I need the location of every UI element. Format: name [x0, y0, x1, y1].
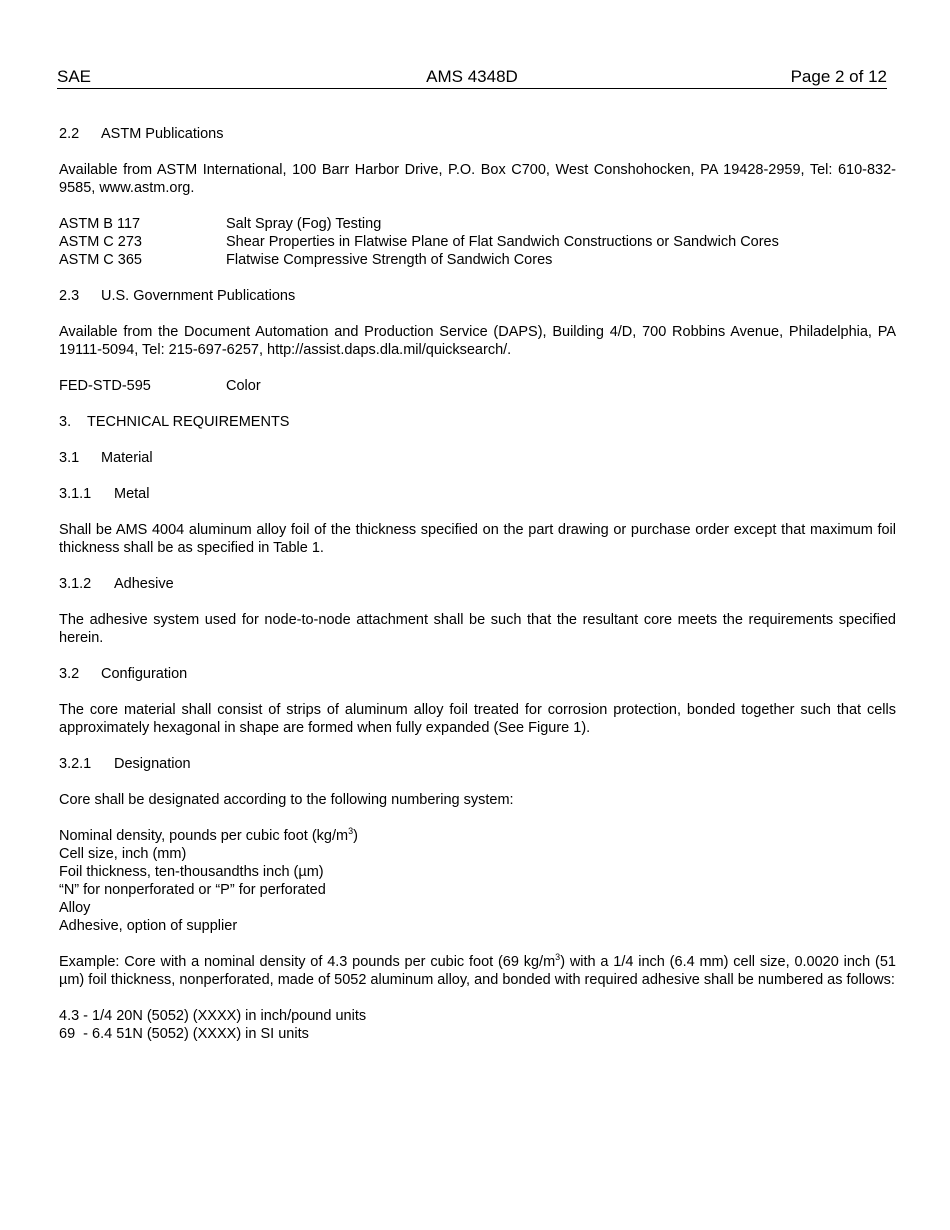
section-number: 3.2	[59, 666, 80, 682]
astm-reference-list	[59, 215, 896, 269]
section-title: ASTM Publications	[101, 126, 224, 142]
reference-row	[59, 251, 896, 269]
reference-code: ASTM B 117	[59, 216, 141, 232]
header-page-number: Page 2 of 12	[790, 67, 887, 86]
example-text: ) with a 1/4 inch (6.4 mm) cell size, 0.0020 inch (51 µm) foil thickness, nonperforated, made of 5052 aluminum alloy, and bonded with required adhesive shall be numbered as follows:	[59, 954, 896, 988]
header-doc-number: AMS 4348D	[426, 67, 518, 86]
section-heading-3-1	[59, 449, 896, 467]
list-item-text: )	[353, 828, 358, 844]
section-heading-2-3	[59, 287, 896, 305]
list-item	[59, 827, 896, 845]
reference-code: ASTM C 273	[59, 234, 142, 250]
list-item: Cell size, inch (mm)	[59, 846, 187, 862]
list-item: Adhesive, option of supplier	[59, 918, 238, 934]
designation-intro: Core shall be designated according to the following numbering system:	[59, 792, 514, 808]
daps-availability-paragraph: Available from the Document Automation and Production Service (DAPS), Building 4/D, 700 Robbins Avenue, Philadelphia, PA 19111-5094, Tel: 215-697-6257, http://assist.daps.dla.mil/quicksearch/.	[59, 324, 896, 358]
designation-code-examples	[59, 1007, 896, 1043]
section-heading-3-1-2	[59, 575, 896, 593]
section-number: 2.2	[59, 126, 80, 142]
metal-paragraph: Shall be AMS 4004 aluminum alloy foil of the thickness specified on the part drawing or purchase order except that maximum foil thickness shall be as specified in Table 1.	[59, 522, 896, 556]
example-text: Example: Core with a nominal density of 4.3 pounds per cubic foot (69 kg/m	[59, 954, 556, 970]
designation-field-list	[59, 827, 896, 935]
superscript: 3	[348, 826, 354, 836]
section-number: 3.1	[59, 450, 80, 466]
code-example: 4.3 - 1/4 20N (5052) (XXXX) in inch/pound units	[59, 1008, 367, 1024]
reference-row	[59, 215, 896, 233]
code-example: 69 - 6.4 51N (5052) (XXXX) in SI units	[59, 1026, 309, 1042]
reference-code: FED-STD-595	[59, 378, 151, 394]
section-number: 3.	[59, 414, 72, 430]
header-org: SAE	[57, 67, 92, 86]
section-number: 3.2.1	[59, 756, 92, 772]
section-title: Metal	[114, 486, 150, 502]
section-title: Material	[101, 450, 153, 466]
adhesive-paragraph: The adhesive system used for node-to-node attachment shall be such that the resultant core meets the requirements specified herein.	[59, 612, 896, 646]
section-title: Adhesive	[114, 576, 174, 592]
list-item-text: Nominal density, pounds per cubic foot (kg/m	[59, 828, 349, 844]
document-body	[59, 125, 896, 1043]
section-number: 2.3	[59, 288, 80, 304]
gov-reference-list	[59, 377, 896, 395]
list-item: “N” for nonperforated or “P” for perforated	[59, 882, 326, 898]
section-number: 3.1.2	[59, 576, 92, 592]
section-heading-3-2	[59, 665, 896, 683]
example-paragraph	[59, 953, 896, 989]
reference-title: Color	[226, 378, 261, 394]
section-title: Designation	[114, 756, 191, 772]
section-heading-3	[59, 413, 896, 431]
page-header	[57, 66, 887, 89]
section-title: U.S. Government Publications	[101, 288, 296, 304]
reference-title: Flatwise Compressive Strength of Sandwich Cores	[226, 252, 553, 268]
reference-row	[59, 377, 896, 395]
section-heading-3-1-1	[59, 485, 896, 503]
section-number: 3.1.1	[59, 486, 92, 502]
astm-availability-paragraph: Available from ASTM International, 100 Barr Harbor Drive, P.O. Box C700, West Conshohocken, PA 19428-2959, Tel: 610-832-9585, www.astm.org.	[59, 162, 896, 196]
section-title: Configuration	[101, 666, 188, 682]
list-item: Alloy	[59, 900, 91, 916]
section-heading-3-2-1	[59, 755, 896, 773]
configuration-paragraph: The core material shall consist of strips of aluminum alloy foil treated for corrosion protection, bonded together such that cells approximately hexagonal in shape are formed when fully expanded (See Figure 1).	[59, 702, 896, 736]
reference-row	[59, 233, 896, 251]
list-item: Foil thickness, ten-thousandths inch (µm)	[59, 864, 324, 880]
section-title: TECHNICAL REQUIREMENTS	[87, 414, 290, 430]
section-heading-2-2	[59, 125, 896, 143]
reference-title: Salt Spray (Fog) Testing	[226, 216, 382, 232]
reference-title: Shear Properties in Flatwise Plane of Flat Sandwich Constructions or Sandwich Cores	[226, 234, 779, 250]
reference-code: ASTM C 365	[59, 252, 142, 268]
superscript: 3	[555, 952, 561, 962]
